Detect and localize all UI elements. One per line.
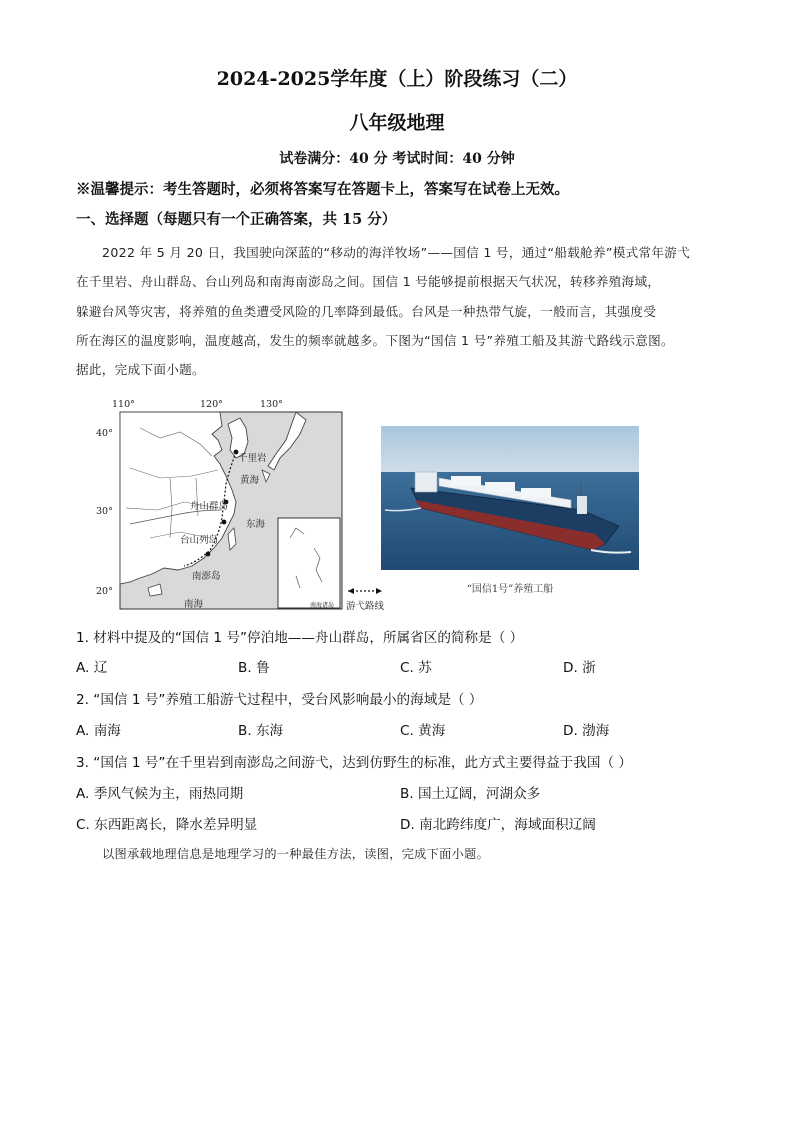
question-3-option-a[interactable]: A. 季风气候为主，雨热同期 (76, 786, 244, 802)
ship-photo-svg (381, 426, 639, 570)
lat-label: 30° (96, 506, 113, 517)
question-3-option-b[interactable]: B. 国土辽阔，河湖众多 (400, 786, 541, 802)
question-1-option-d[interactable]: D. 浙 (563, 660, 596, 676)
lat-label: 40° (96, 428, 113, 439)
question-2-option-d[interactable]: D. 渤海 (563, 723, 610, 739)
score-info: 试卷满分：40 分 考试时间：40 分钟 (279, 151, 515, 167)
next-intro: 以图承载地理信息是地理学习的一种最佳方法，读图，完成下面小题。 (102, 847, 490, 861)
passage-line: 在千里岩、舟山群岛、台山列岛和南海南澎岛之间。国信 1 号能够提前根据天气状况，转移养殖海域， (76, 274, 661, 290)
legend-label: 游弋路线 (346, 601, 385, 612)
question-3-option-d[interactable]: D. 南北跨纬度广，海域面积辽阔 (400, 817, 596, 833)
ship-photo (381, 426, 639, 570)
lon-label: 130° (260, 399, 283, 410)
exam-subject: 八年级地理 (349, 112, 445, 134)
legend-route-line (346, 586, 386, 596)
question-2-option-c[interactable]: C. 黄海 (400, 723, 446, 739)
place-zhoushan: 舟山群岛 (190, 501, 229, 512)
question-1-stem: 1. 材料中提及的“国信 1 号”停泊地——舟山群岛，所属省区的简称是（ ） (76, 630, 524, 646)
place-huanghai: 黄海 (240, 475, 260, 486)
question-3-stem: 3. “国信 1 号”在千里岩到南澎岛之间游弋，达到仿野生的标准，此方式主要得益于我国（ ） (76, 755, 632, 771)
passage-line: 所在海区的温度影响，温度越高，发生的频率就越多。下图为“国信 1 号”养殖工船及其游弋路线示意图。 (76, 332, 674, 348)
south-sea-inset (278, 518, 340, 608)
question-1-option-a[interactable]: A. 辽 (76, 660, 108, 676)
taishan-point (222, 520, 227, 525)
exam-title: 2024-2025学年度（上）阶段练习（二） (216, 68, 578, 90)
inset-label: 南海诸岛 (310, 602, 335, 609)
photo-caption: “国信1号”养殖工船 (466, 584, 554, 595)
question-1-option-b[interactable]: B. 鲁 (238, 660, 270, 676)
passage-line: 据此，完成下面小题。 (76, 362, 205, 378)
place-nanhai: 南海 (184, 599, 204, 610)
place-nanpeng: 南澎岛 (192, 571, 221, 582)
lat-label: 20° (96, 586, 113, 597)
question-2-stem: 2. “国信 1 号”养殖工船游弋过程中，受台风影响最小的海域是（ ） (76, 692, 483, 708)
section-heading: 一、选择题（每题只有一个正确答案，共 15 分） (76, 211, 397, 228)
question-2-option-a[interactable]: A. 南海 (76, 723, 121, 739)
nanpeng-point (206, 552, 211, 557)
route-map (96, 398, 350, 613)
notice: ※温馨提示：考生答题时，必须将答案写在答题卡上，答案写在试卷上无效。 (76, 181, 569, 198)
place-qianliyan: 千里岩 (238, 453, 267, 464)
passage-line: 2022 年 5 月 20 日，我国驶向深蓝的“移动的海洋牧场”——国信 1 号，通过“船载舱养”模式常年游弋 (102, 245, 691, 260)
question-1-option-c[interactable]: C. 苏 (400, 660, 432, 676)
question-2-option-b[interactable]: B. 东海 (238, 723, 284, 739)
lon-label: 110° (112, 399, 135, 410)
passage (76, 238, 716, 384)
passage-line: 躲避台风等灾害，将养殖的鱼类遭受风险的几率降到最低。台风是一种热带气旋，一般而言，其强度受 (76, 303, 657, 319)
lon-label: 120° (200, 399, 223, 410)
question-3-option-c[interactable]: C. 东西距离长，降水差异明显 (76, 817, 258, 833)
place-donghai: 东海 (246, 519, 266, 530)
place-taishan: 台山列岛 (180, 535, 219, 546)
